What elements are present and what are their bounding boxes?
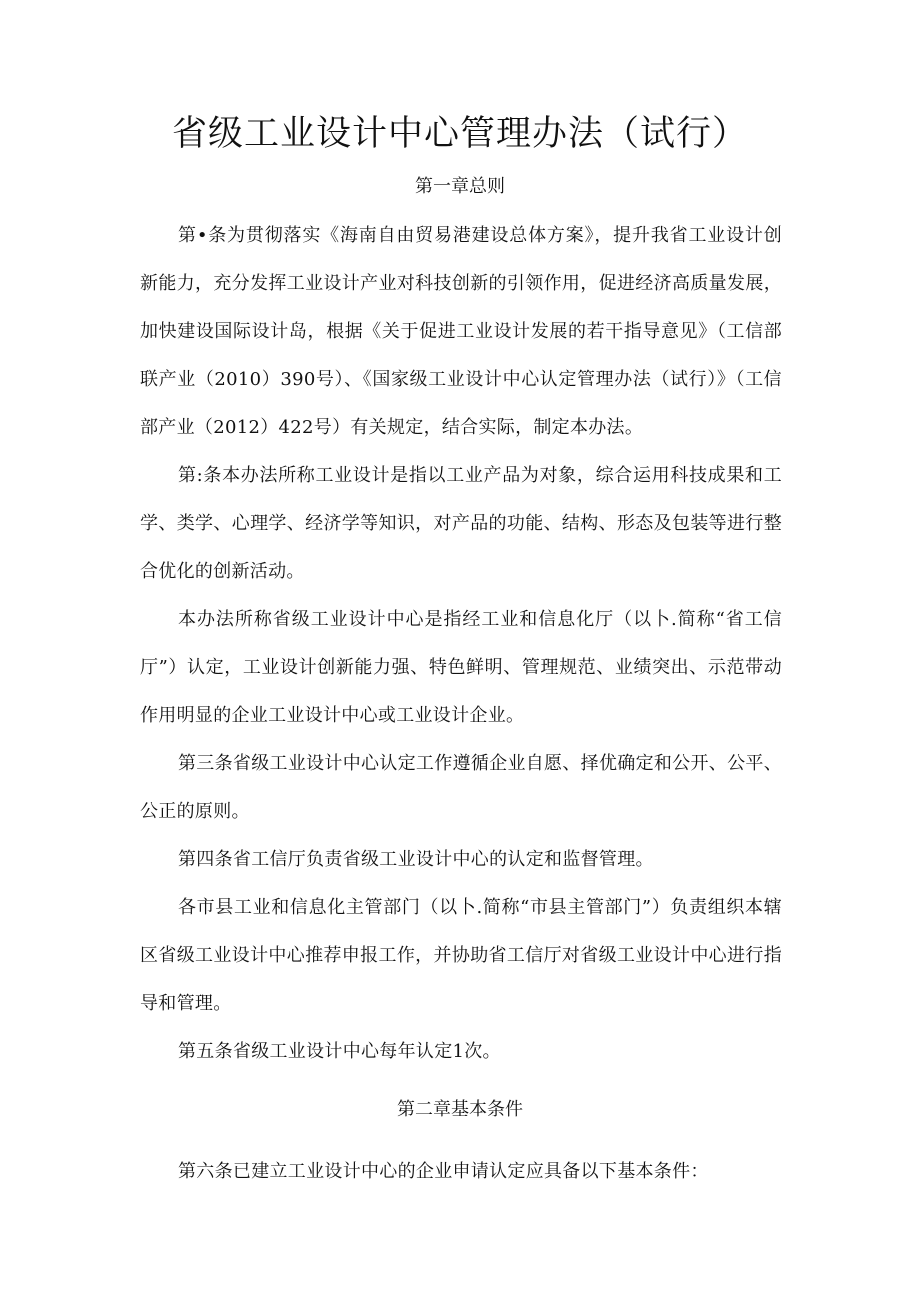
article-2-definition-paragraph: 本办法所称省级工业设计中心是指经工业和信息化厅（以卜.简称“省工信厅”）认定，工业设计创新能力强、特色鲜明、管理规范、业绩突出、示范带动作用明显的企业工业设计中心或工业设计企业。 [140,609,782,726]
article-4-paragraph: 第四条省工信厅负责省级工业设计中心的认定和监督管理。 [178,849,654,870]
article-1-paragraph: 第•条为贯彻落实《海南自由贸易港建设总体方案》，提升我省工业设计创新能力，充分发挥工业设计产业对科技创新的引领作用，促进经济高质量发展，加快建设国际设计岛，根据《关于促进工业设计发展的若干指导意见》（工信部联产业（2010）390号）、《国家级工业设计中心认定管理办法（试行）》（工信部产业（2012）422号）有关规定，结合实际，制定本办法。 [140,225,782,438]
document-title: 省级工业设计中心管理办法（试行） [171,114,748,154]
article-2-paragraph: 第:条本办法所称工业设计是指以工业产品为对象，综合运用科技成果和工学、类学、心理学、经济学等知识，对产品的功能、结构、形态及包装等进行整合优化的创新活动。 [140,465,782,582]
article-3-paragraph: 第三条省级工业设计中心认定工作遵循企业自愿、择优确定和公开、公平、公正的原则。 [140,753,782,822]
chapter-heading-1: 第一章总则 [415,176,505,197]
article-6-paragraph: 第六条已建立工业设计中心的企业申请认定应具备以下基本条件： [178,1161,709,1182]
chapter-heading-2: 第二章基本条件 [397,1099,523,1120]
article-4-duties-paragraph: 各市县工业和信息化主管部门（以卜.简称“市县主管部门”）负责组织本辖区省级工业设计中心推荐申报工作，并协助省工信厅对省级工业设计中心进行指导和管理。 [140,897,782,1014]
article-5-paragraph: 第五条省级工业设计中心每年认定1次。 [178,1041,501,1062]
